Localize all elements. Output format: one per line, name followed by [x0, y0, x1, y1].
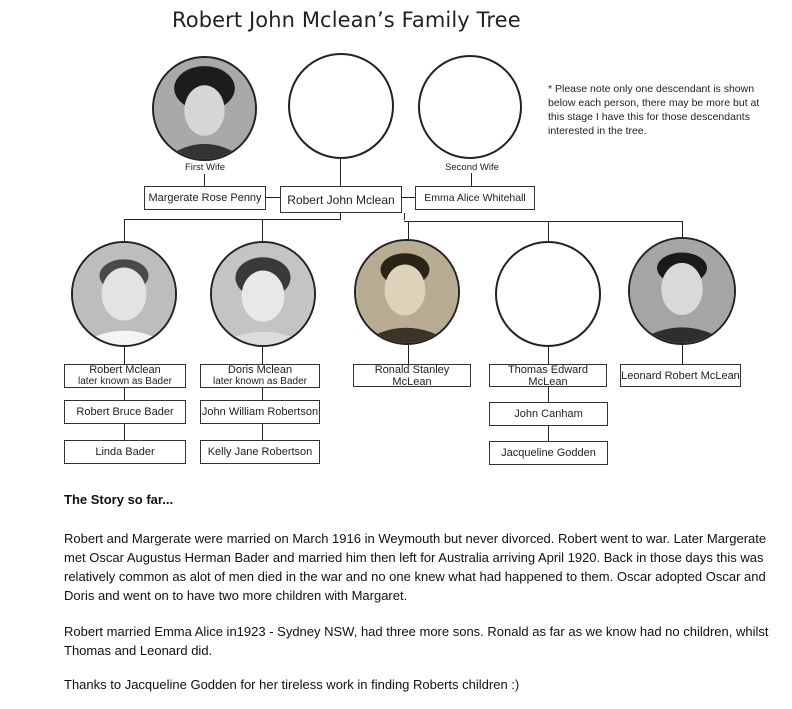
- descendant-box: [64, 400, 186, 424]
- second-wife-name-box: [415, 186, 535, 210]
- descendant-box: [489, 402, 608, 426]
- second-wife-photo-placeholder: [418, 55, 522, 159]
- second-wife-name: Emma Alice Whitehall: [424, 192, 526, 204]
- descendant-note: * Please note only one descendant is shown below each person, there may be more but at this stage I have this for those descendants interested in the tree.: [548, 83, 760, 137]
- first-wife-role: First Wife: [184, 162, 226, 173]
- story-heading: The Story so far...: [64, 492, 174, 507]
- connector: [124, 424, 125, 440]
- robert-name: Robert John Mclean: [287, 192, 395, 207]
- first-wife-name: Margerate Rose Penny: [148, 192, 262, 204]
- child-photo-leonard: [628, 237, 736, 345]
- connector: [404, 213, 405, 220]
- descendant-box: [489, 441, 608, 465]
- child-name: Robert Mclean: [89, 364, 161, 376]
- child-subname: later known as Bader: [78, 376, 172, 387]
- child-photo-placeholder-thomas: [495, 241, 601, 347]
- child-subname: later known as Bader: [213, 376, 307, 387]
- connector: [404, 221, 683, 222]
- connector: [124, 219, 125, 241]
- portrait-man-sepia-icon: [356, 241, 458, 343]
- descendant-box: [200, 440, 320, 464]
- child-name-box: [200, 364, 320, 388]
- child-name: Thomas Edward McLean: [507, 363, 589, 388]
- portrait-woman-icon: [154, 58, 255, 159]
- connector: [548, 221, 549, 241]
- child-name: Ronald Stanley McLean: [374, 363, 450, 388]
- connector: [262, 219, 263, 241]
- connector: [682, 345, 683, 364]
- connector: [124, 347, 125, 364]
- robert-john-photo-placeholder: [288, 53, 394, 159]
- connector: [340, 213, 341, 220]
- connector: [266, 197, 280, 198]
- connector: [340, 159, 341, 186]
- connector: [408, 221, 409, 241]
- connector: [262, 424, 263, 440]
- portrait-man-icon: [73, 243, 175, 345]
- connector: [548, 426, 549, 441]
- child-name-box: [620, 364, 741, 387]
- story-paragraph-1: Robert and Margerate were married on March 1916 in Weymouth but never divorced. Robert went to war. Later Margerate met Oscar Augustus Herman Bader and married him then left for Australia arriving April 1920. Back in those days this was relatively common as alot of men died in the war and no one knew what had happened to them. Oscar adopted Oscar and Doris and went on to have two more children with Margaret.: [64, 531, 767, 603]
- connector: [548, 347, 549, 364]
- descendant-name: John Canham: [514, 408, 583, 420]
- child-photo-robert: [71, 241, 177, 347]
- robert-name-box: [280, 186, 402, 213]
- first-wife-photo: [152, 56, 257, 161]
- portrait-man-bw-icon: [630, 239, 734, 343]
- connector: [204, 174, 205, 186]
- descendant-box: [64, 440, 186, 464]
- connector: [262, 388, 263, 400]
- connector: [408, 345, 409, 364]
- portrait-woman-icon: [212, 243, 314, 345]
- child-name-box: [353, 364, 471, 387]
- connector: [471, 173, 472, 186]
- descendant-name: Kelly Jane Robertson: [207, 446, 313, 458]
- connector: [548, 387, 549, 402]
- descendant-name: John William Robertson: [201, 406, 319, 418]
- connector: [262, 347, 263, 364]
- descendant-name: Linda Bader: [95, 446, 155, 458]
- descendant-name: Jacqueline Godden: [501, 447, 596, 459]
- child-name-box: [489, 364, 607, 387]
- connector: [402, 197, 415, 198]
- child-photo-doris: [210, 241, 316, 347]
- page-title: Robert John Mclean’s Family Tree: [172, 8, 521, 32]
- connector: [124, 388, 125, 400]
- child-name: Doris Mclean: [227, 364, 293, 376]
- first-wife-name-box: [144, 186, 266, 210]
- child-name-box: [64, 364, 186, 388]
- second-wife-role: Second Wife: [445, 162, 499, 173]
- descendant-name: Robert Bruce Bader: [76, 406, 174, 418]
- story-paragraph-3: Thanks to Jacqueline Godden for her tireless work in finding Roberts children :): [64, 677, 520, 692]
- child-name: Leonard Robert McLean: [621, 369, 740, 382]
- child-photo-ronald: [354, 239, 460, 345]
- connector: [124, 219, 340, 220]
- descendant-box: [200, 400, 320, 424]
- story-paragraph-2: Robert married Emma Alice in1923 - Sydney NSW, had three more sons. Ronald as far as we know had no children, whilst Thomas and Leonard did.: [64, 624, 769, 658]
